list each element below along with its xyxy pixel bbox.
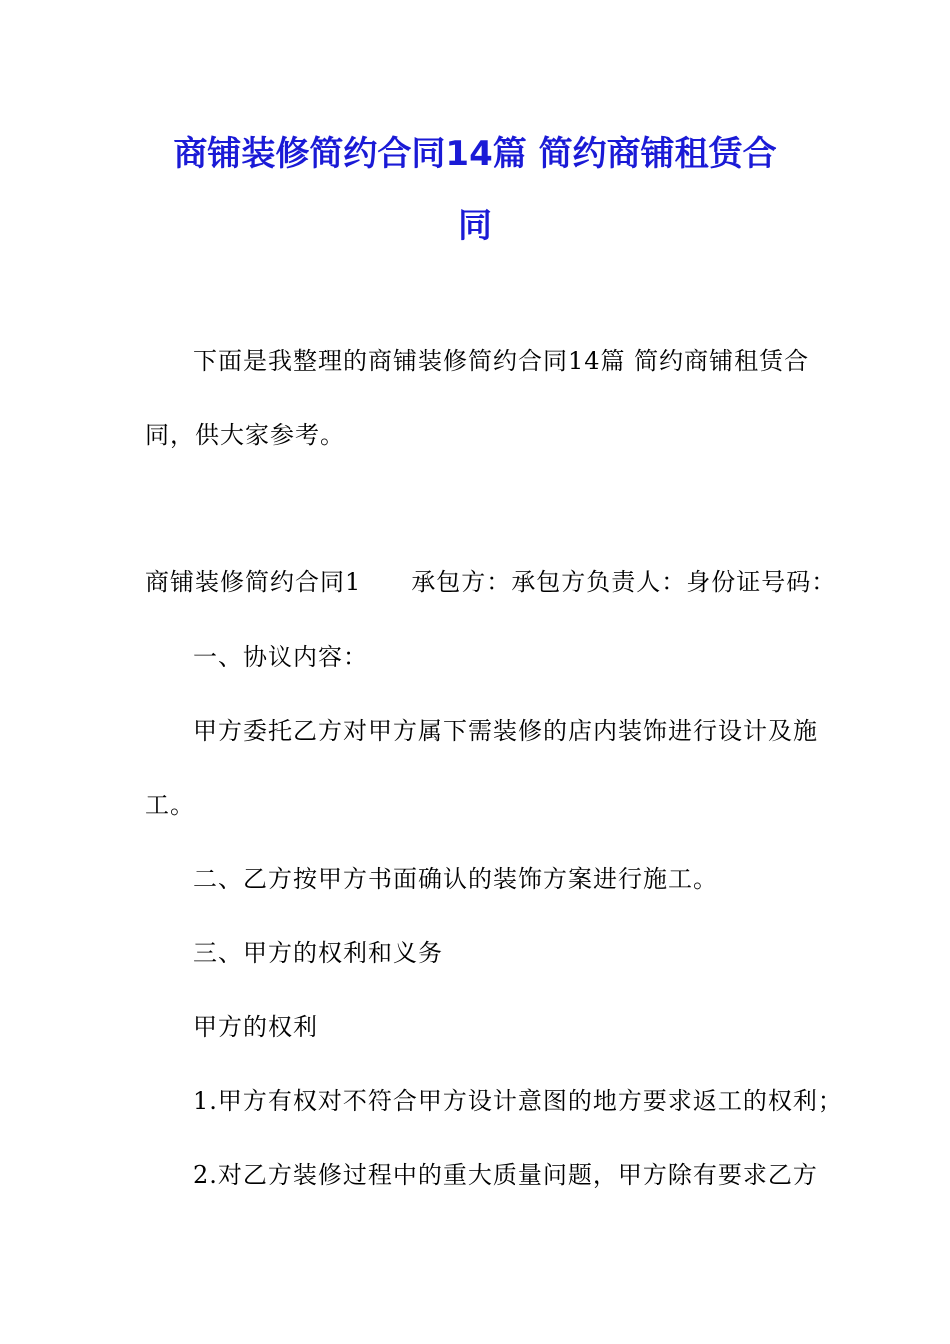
contract-header-line xyxy=(145,567,836,597)
section-3-heading: 三、甲方的权利和义务 xyxy=(193,939,443,967)
intro-line-1: 下面是我整理的商铺装修简约合同14篇 简约商铺租赁合 xyxy=(193,347,810,375)
section-1-body-line-1: 甲方委托乙方对甲方属下需装修的店内装饰进行设计及施 xyxy=(193,717,818,745)
contract-heading: 商铺装修简约合同1 xyxy=(145,568,362,596)
section-1-body-line-2: 工。 xyxy=(145,791,195,819)
contract-parties: 承包方：承包方负责人：身份证号码： xyxy=(411,568,837,596)
title-line-2: 同 xyxy=(458,206,492,246)
section-2-text: 二、乙方按甲方书面确认的装饰方案进行施工。 xyxy=(193,865,718,893)
section-3-item-1: 1.甲方有权对不符合甲方设计意图的地方要求返工的权利； xyxy=(193,1087,843,1115)
section-3-subheading: 甲方的权利 xyxy=(193,1013,318,1041)
title-line-1: 商铺装修简约合同14篇 简约商铺租赁合 xyxy=(173,134,777,174)
section-3-item-2: 2.对乙方装修过程中的重大质量问题，甲方除有要求乙方 xyxy=(193,1161,818,1189)
intro-line-2: 同，供大家参考。 xyxy=(145,421,345,449)
section-1-heading: 一、协议内容： xyxy=(193,643,368,671)
